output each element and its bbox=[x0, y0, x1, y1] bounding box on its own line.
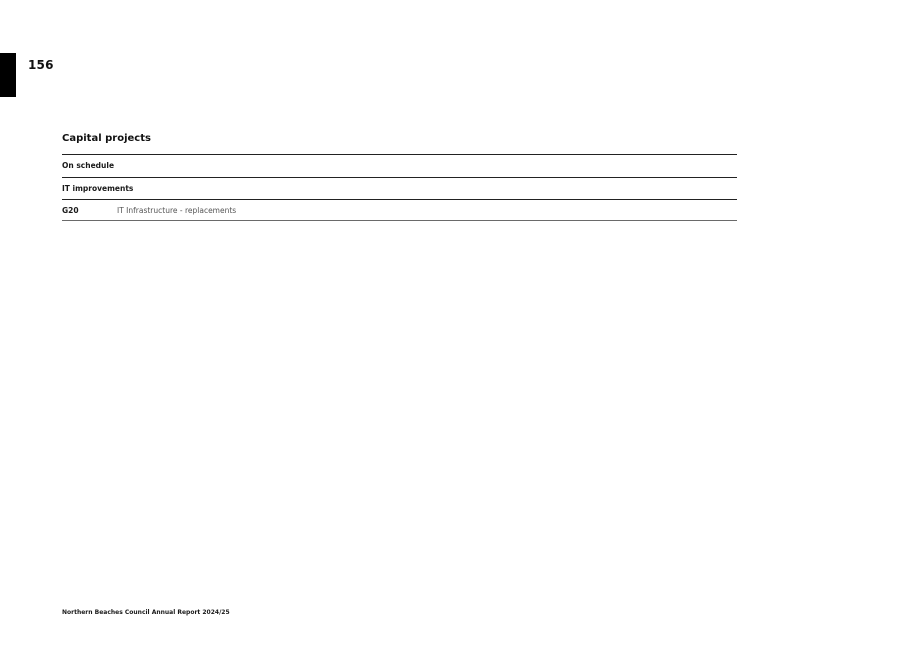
section-title: Capital projects bbox=[62, 133, 151, 144]
status-heading bbox=[62, 155, 737, 177]
footer-text: Northern Beaches Council Annual Report 2024/25 bbox=[62, 609, 230, 616]
divider bbox=[62, 220, 737, 221]
group-label: IT improvements bbox=[62, 183, 134, 193]
status-label: On schedule bbox=[62, 161, 115, 171]
capital-projects-section bbox=[62, 132, 737, 221]
page-number: 156 bbox=[28, 58, 54, 72]
page-tab-marker bbox=[0, 53, 16, 97]
project-name: IT Infrastructure - replacements bbox=[117, 205, 237, 215]
project-code: G20 bbox=[62, 205, 79, 215]
group-heading bbox=[62, 178, 737, 200]
table-row bbox=[62, 200, 737, 220]
